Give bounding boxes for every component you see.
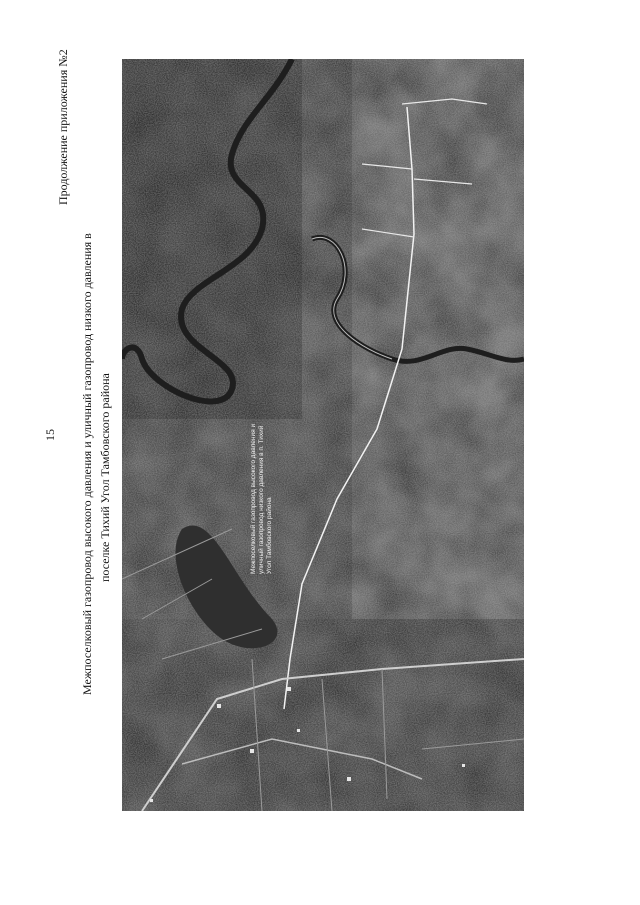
map-annotation-line-3: Угол Тамбовского района [266, 497, 273, 574]
map-annotation [250, 424, 274, 574]
document-title-line-1: Межпоселковый газопровод высокого давления и уличный газопровод низкого давления в [80, 233, 94, 695]
appendix-note: Продолжение приложения №2 [56, 49, 70, 205]
document-title-line-2: поселке Тихий Угол Тамбовского района [98, 373, 112, 582]
satellite-map [122, 59, 524, 811]
page-number: 15 [43, 429, 57, 441]
map-annotation-line-1: Межпоселковый газопровод высокого давления и [250, 423, 257, 574]
map-annotation-line-2: уличный газопровод низкого давления в п. Тихий [258, 425, 265, 574]
